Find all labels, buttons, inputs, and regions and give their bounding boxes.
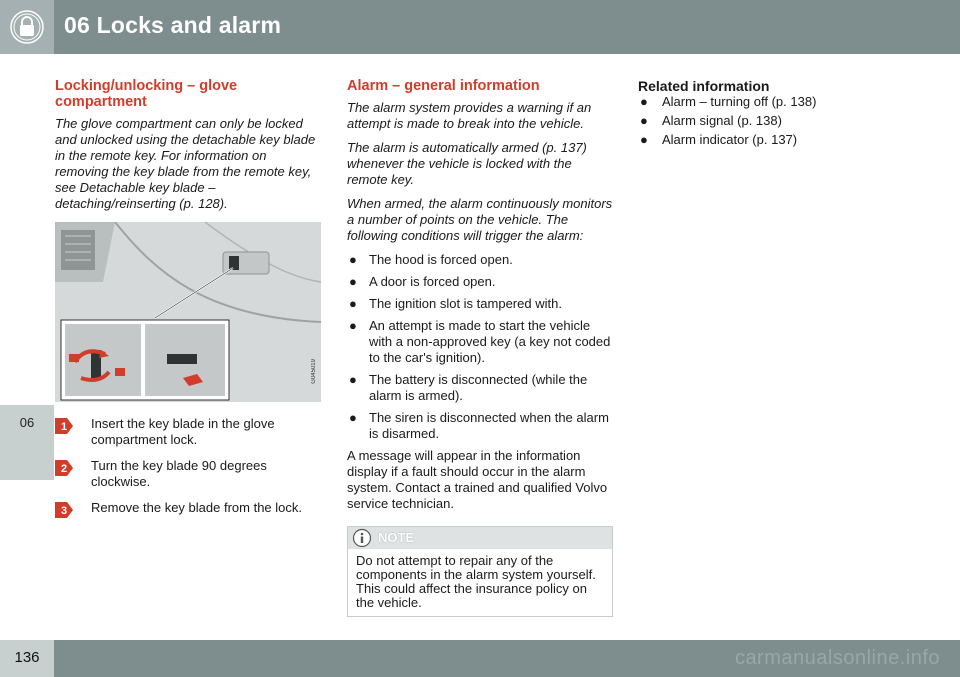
alarm-intro-2: The alarm is automatically armed (p. 137) whenever the vehicle is locked with the remote key. xyxy=(347,140,587,187)
step-number: 3 xyxy=(61,505,68,517)
alarm-intro-1: The alarm system provides a warning if an attempt is made to break into the vehicle. xyxy=(347,100,592,131)
chapter-tab-label: 06 xyxy=(19,415,35,430)
bullet-icon: ● xyxy=(349,372,357,387)
page-title: 06 Locks and alarm xyxy=(64,12,282,38)
related-links-list xyxy=(638,94,908,148)
alarm-intro-3: When armed, the alarm continuously monitors a number of points on the vehicle. The following conditions will trigger the alarm: xyxy=(347,196,613,243)
list-item: ● A door is forced open. xyxy=(349,274,496,289)
step-item xyxy=(55,458,323,490)
alarm-trigger-list xyxy=(347,252,613,442)
alarm-message-text: A message will appear in the information display if a fault should occur in the alarm system. Contact a trained and qualified Volvo service technician. xyxy=(347,448,608,511)
step-number-1-icon xyxy=(55,418,73,434)
bullet-icon: ● xyxy=(349,274,357,289)
related-link[interactable]: ● Alarm indicator (p. 137) xyxy=(640,132,798,147)
glove-steps-list xyxy=(55,416,323,516)
info-icon xyxy=(351,528,373,548)
page-number: 136 xyxy=(14,649,40,666)
step-item xyxy=(55,500,323,516)
related-info-heading: Related information xyxy=(638,78,770,94)
figure-code: G045019 xyxy=(311,359,317,384)
step-text: Turn the key blade 90 degrees clockwise. xyxy=(91,458,267,489)
note-title: NOTE xyxy=(378,530,415,545)
list-item: ● An attempt is made to start the vehicle with a non-approved key (a key not coded to the car's ignition). xyxy=(349,318,611,365)
bullet-icon: ● xyxy=(640,94,648,109)
section-heading-alarm: Alarm – general information xyxy=(347,78,540,94)
step-number-3-icon xyxy=(55,502,73,518)
list-item: ● The battery is disconnected (while the alarm is armed). xyxy=(349,372,588,403)
step-text: Remove the key blade from the lock. xyxy=(91,500,302,515)
related-link[interactable]: ● Alarm – turning off (p. 138) xyxy=(640,94,817,109)
note-header xyxy=(348,527,612,549)
note-box xyxy=(347,526,613,617)
section-heading-glove: Locking/unlocking – glove compartment xyxy=(55,78,238,110)
header-icon-box xyxy=(0,0,54,54)
bullet-icon: ● xyxy=(349,410,357,425)
step-number: 2 xyxy=(61,463,68,475)
column-alarm xyxy=(347,78,613,617)
padlock-icon xyxy=(10,10,44,44)
glove-lock-illustration xyxy=(55,222,321,402)
column-related xyxy=(638,78,908,154)
step-number-2-icon xyxy=(55,460,73,476)
glove-intro: The glove compartment can only be locked and unlocked using the detachable key blade in the remote key. For information on removing the key blade from the remote key, see Detachable key blade – detaching/reinserting (p. 128). xyxy=(55,116,316,211)
step-number: 1 xyxy=(61,421,68,433)
step-text: Insert the key blade in the glove compartment lock. xyxy=(91,416,275,447)
column-glove-compartment xyxy=(55,78,323,526)
list-item: ● The hood is forced open. xyxy=(349,252,513,267)
bullet-icon: ● xyxy=(640,113,648,128)
glove-lock-drawing xyxy=(55,222,321,402)
note-text: Do not attempt to repair any of the components in the alarm system yourself. This could affect the insurance policy on the vehicle. xyxy=(356,553,596,610)
step-item xyxy=(55,416,323,448)
list-item: ● The siren is disconnected when the alarm is disarmed. xyxy=(349,410,609,441)
list-item: ● The ignition slot is tampered with. xyxy=(349,296,562,311)
bullet-icon: ● xyxy=(349,252,357,267)
related-link[interactable]: ● Alarm signal (p. 138) xyxy=(640,113,782,128)
bullet-icon: ● xyxy=(349,318,357,333)
bullet-icon: ● xyxy=(640,132,648,147)
watermark: carmanualsonline.info xyxy=(734,647,940,669)
bullet-icon: ● xyxy=(349,296,357,311)
